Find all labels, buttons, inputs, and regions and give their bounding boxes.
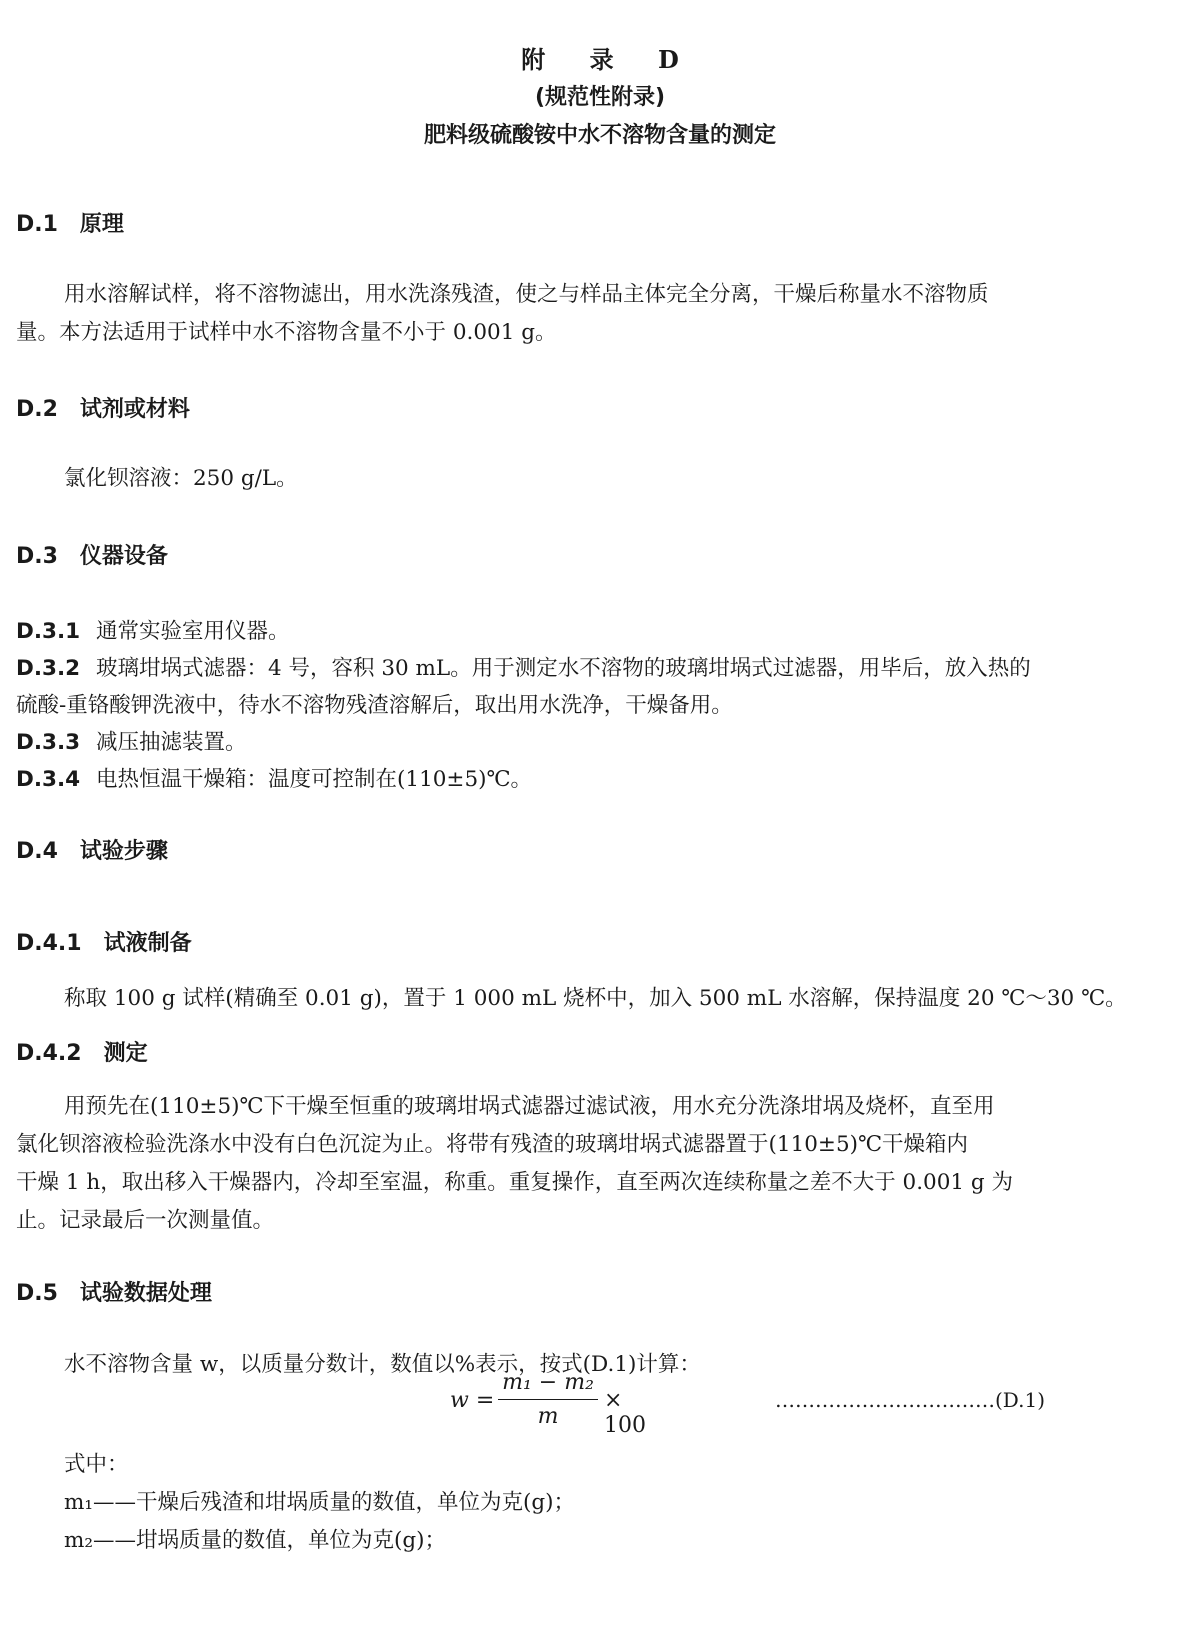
formula-fraction <box>498 1370 598 1429</box>
section-heading-d5: D.5 试验数据处理 <box>16 1281 212 1306</box>
subsection-number: D.3.3 <box>16 730 81 755</box>
section-heading-d2: D.2 试剂或材料 <box>16 397 190 422</box>
subsection-item <box>16 725 247 756</box>
subsection-number: D.3.1 <box>16 619 81 644</box>
formula-multiplier: × 100 <box>604 1388 646 1438</box>
subsection-item <box>16 762 532 793</box>
paragraph-line: 干燥 1 h，取出移入干燥器内，冷却至室温，称重。重复操作，直至两次连续称量之差不大于 0.001 g 为 <box>16 1170 1014 1195</box>
subsection-item <box>16 651 1031 682</box>
appendix-type: (规范性附录) <box>534 85 666 110</box>
subsection-number: D.3.2 <box>16 656 81 681</box>
variable-definition: m₂——坩埚质量的数值，单位为克(g)； <box>64 1528 447 1553</box>
appendix-label: 附 录 D <box>521 45 697 74</box>
variable-definition: m₁——干燥后残渣和坩埚质量的数值，单位为克(g)； <box>64 1490 576 1515</box>
paragraph-line: 用水溶解试样，将不溶物滤出，用水洗涤残渣，使之与样品主体完全分离，干燥后称量水不溶物质 <box>64 282 989 307</box>
subsection-text: 减压抽滤装置。 <box>96 730 247 755</box>
formula-denominator: m <box>537 1404 559 1429</box>
where-label: 式中： <box>64 1452 129 1477</box>
formula-lhs: w = <box>450 1388 495 1413</box>
paragraph-line: 止。记录最后一次测量值。 <box>16 1208 275 1233</box>
paragraph-line: 称取 100 g 试样(精确至 0.01 g)，置于 1 000 mL 烧杯中，加入 500 mL 水溶解，保持温度 20 ℃～30 ℃。 <box>64 986 1127 1011</box>
subsection-item <box>16 614 290 645</box>
section-heading-d1: D.1 原理 <box>16 212 124 237</box>
subsection-text: 通常实验室用仪器。 <box>96 619 290 644</box>
document-title: 肥料级硫酸铵中水不溶物含量的测定 <box>423 123 776 148</box>
formula-numerator: m₁ − m₂ <box>498 1370 598 1400</box>
paragraph-line: 硫酸-重铬酸钾洗液中，待水不溶物残渣溶解后，取出用水洗净，干燥备用。 <box>16 693 733 718</box>
section-heading-d4: D.4 试验步骤 <box>16 839 168 864</box>
subsection-number: D.3.4 <box>16 767 81 792</box>
paragraph-line: 用预先在(110±5)℃下干燥至恒重的玻璃坩埚式滤器过滤试液，用水充分洗涤坩埚及烧杯，直至用 <box>64 1094 995 1119</box>
section-heading-d3: D.3 仪器设备 <box>16 544 168 569</box>
equation-number: ……………………………(D.1) <box>775 1388 1046 1412</box>
subsection-heading: D.4.1 试液制备 <box>16 931 192 956</box>
paragraph-line: 氯化钡溶液：250 g/L。 <box>64 466 298 491</box>
paragraph-line: 氯化钡溶液检验洗涤水中没有白色沉淀为止。将带有残渣的玻璃坩埚式滤器置于(110±5)℃干燥箱内 <box>16 1132 969 1157</box>
subsection-text: 玻璃坩埚式滤器：4 号，容积 30 mL。用于测定水不溶物的玻璃坩埚式过滤器，用毕后，放入热的 <box>96 656 1031 681</box>
paragraph-line: 水不溶物含量 w，以质量分数计，数值以%表示，按式(D.1)计算： <box>64 1352 701 1377</box>
subsection-text: 电热恒温干燥箱：温度可控制在(110±5)℃。 <box>96 767 533 792</box>
subsection-heading: D.4.2 测定 <box>16 1041 148 1066</box>
paragraph-line: 量。本方法适用于试样中水不溶物含量不小于 0.001 g。 <box>16 320 557 345</box>
formula <box>450 1370 646 1438</box>
